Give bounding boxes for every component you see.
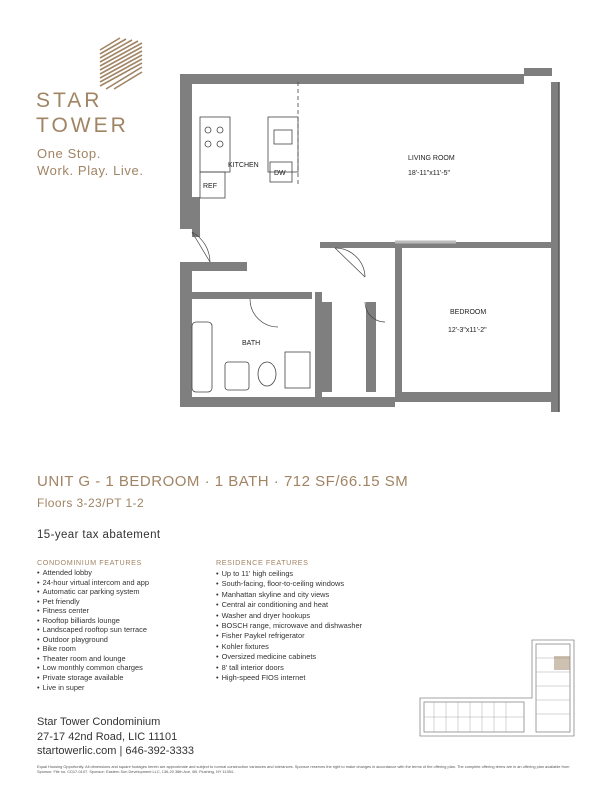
list-item: • Live in super (37, 683, 149, 693)
list-item: • Up to 11' high ceilings (216, 569, 362, 579)
wall-corridor (192, 262, 247, 271)
tagline-line-1: One Stop. (37, 146, 101, 161)
bath-label: BATH (242, 340, 261, 347)
list-item: • Bike room (37, 644, 149, 654)
bath-vanity (225, 362, 249, 390)
list-item: • Outdoor playground (37, 635, 149, 645)
star-tower-logo-icon (98, 34, 146, 90)
list-item: • Manhattan skyline and city views (216, 590, 362, 600)
ref-label: REF (203, 183, 217, 190)
list-item: • Landscaped rooftop sun terrace (37, 625, 149, 635)
list-item: • 24-hour virtual intercom and app (37, 578, 149, 588)
list-item: • Attended lobby (37, 568, 149, 578)
wall-bottom (180, 397, 395, 407)
bath-door (250, 299, 278, 327)
living-room-label: LIVING ROOM (408, 155, 455, 162)
condominium-features-heading: CONDOMINIUM FEATURES (37, 558, 142, 567)
list-item: • Fisher Paykel refrigerator (216, 631, 362, 641)
address-line-3[interactable]: startowerlic.com | 646-392-3333 (37, 745, 194, 757)
unit-floors: Floors 3-23/PT 1-2 (37, 496, 145, 510)
toilet (258, 362, 276, 386)
living-room-dims: 18'-11"x11'-5" (408, 170, 451, 177)
list-item: • Automatic car parking system (37, 587, 149, 597)
list-item: • Private storage available (37, 673, 149, 683)
wall-bedroom-left (395, 248, 402, 398)
residence-features-list (216, 569, 362, 683)
list-item: • Theater room and lounge (37, 654, 149, 664)
kitchen-sink (274, 130, 292, 144)
wall-left-lower (180, 262, 192, 407)
wall-closet-2 (366, 302, 376, 392)
wall-kitchen-left (192, 197, 200, 237)
wall-notch (524, 68, 552, 76)
list-item: • Low monthly common charges (37, 663, 149, 673)
list-item: • Kohler fixtures (216, 642, 362, 652)
list-item: • Washer and dryer hookups (216, 611, 362, 621)
wall-bottom-right (395, 392, 555, 402)
list-item: • Pet friendly (37, 597, 149, 607)
dw-label: DW (274, 170, 286, 177)
list-item: • 8' tall interior doors (216, 663, 362, 673)
brand-line-2: TOWER (36, 114, 129, 137)
kitchen-label: KITCHEN (228, 162, 259, 169)
wall-bath-right (315, 292, 322, 402)
wall-bath-top (192, 292, 312, 299)
unit-highlight (554, 656, 570, 670)
brand-line-1: STAR (36, 89, 103, 112)
residence-features-heading: RESIDENCE FEATURES (216, 558, 309, 567)
kitchen-counter-left (200, 117, 230, 172)
wall-closet (322, 302, 332, 392)
kitchen-counter-right (268, 117, 298, 172)
wall-top (180, 74, 524, 84)
list-item: • Central air conditioning and heat (216, 600, 362, 610)
list-item: • Fitness center (37, 606, 149, 616)
floor-plan (170, 62, 586, 444)
bedroom-label: BEDROOM (450, 309, 487, 316)
tagline-line-2: Work. Play. Live. (37, 163, 144, 178)
list-item: • South-facing, floor-to-ceiling windows (216, 579, 362, 589)
bedroom-dims: 12'-3"x11'-2" (448, 327, 487, 334)
list-item: • Oversized medicine cabinets (216, 652, 362, 662)
bathtub (192, 322, 212, 392)
list-item: • High-speed FIOS internet (216, 673, 362, 683)
key-plan (414, 636, 584, 748)
list-item: • BOSCH range, microwave and dishwasher (216, 621, 362, 631)
tax-abatement: 15-year tax abatement (37, 529, 161, 541)
address-line-2: 27-17 42nd Road, LIC 11101 (37, 731, 178, 743)
wall-left-upper (180, 74, 192, 229)
list-item: • Rooftop billiards lounge (37, 616, 149, 626)
condominium-features-list (37, 568, 149, 692)
address-line-1: Star Tower Condominium (37, 716, 161, 728)
disclaimer: Equal Housing Opportunity. All dimensions and square footages herein are approximate and subject to normal construction variances and tolerances. Sponsor reserves the right to make changes in accordance with the terms of the offering plan. The complete offering terms are in an offering plan available from Sponsor. File no. CD17-0107. Sponsor: Eastern Sun Development LLC, 136-20 38th Ave, 6B, Flushing, NY 11354. (37, 764, 570, 775)
unit-title: UNIT G - 1 BEDROOM · 1 BATH · 712 SF/66.15 SM (37, 473, 409, 490)
